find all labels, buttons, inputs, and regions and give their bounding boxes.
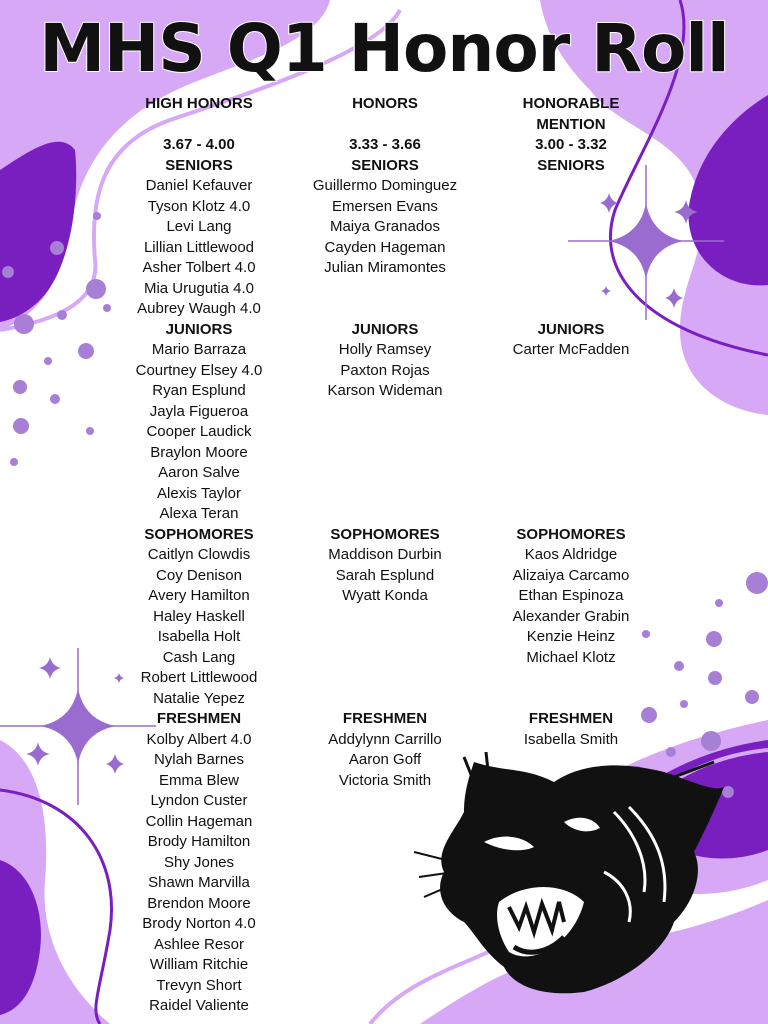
spacer xyxy=(471,443,671,464)
student-name: Victoria Smith xyxy=(338,771,432,789)
student-name: Daniel Kefauver xyxy=(145,177,253,194)
grade-heading-freshmen: FRESHMEN xyxy=(528,710,614,727)
spacer xyxy=(285,648,485,669)
grade-heading-juniors: JUNIORS xyxy=(165,320,233,338)
spacer xyxy=(285,955,485,976)
spacer xyxy=(471,812,671,833)
spacer xyxy=(285,443,485,464)
spacer xyxy=(471,238,671,259)
student-name: Haley Haskell xyxy=(153,607,245,625)
student-name: Wyatt Konda xyxy=(342,587,428,604)
spacer xyxy=(471,361,671,382)
spacer xyxy=(285,873,485,894)
grade-heading-seniors: SENIORS xyxy=(165,156,233,174)
student-name: Robert Littlewood xyxy=(140,669,258,686)
spacer xyxy=(471,258,671,279)
student-name: Maddison Durbin xyxy=(328,546,442,563)
student-name: Mario Barraza xyxy=(151,341,247,358)
spacer xyxy=(99,115,299,136)
student-name: Avery Hamilton xyxy=(148,587,250,604)
student-name: Mia Urugutia 4.0 xyxy=(143,279,255,297)
spacer xyxy=(285,607,485,628)
spacer xyxy=(471,853,671,874)
grade-heading-juniors: JUNIORS xyxy=(351,320,419,338)
spacer xyxy=(471,935,671,956)
spacer xyxy=(471,217,671,238)
spacer xyxy=(471,176,671,197)
spacer xyxy=(285,463,485,484)
student-name: Alexander Grabin xyxy=(512,607,630,625)
grade-heading-sophomores: SOPHOMORES xyxy=(144,525,254,543)
student-name: Cooper Laudick xyxy=(146,423,252,440)
spacer xyxy=(471,299,671,320)
student-name: Emma Blew xyxy=(158,771,240,789)
student-name: Julian Miramontes xyxy=(324,259,446,276)
student-name: Brody Norton 4.0 xyxy=(142,915,256,932)
spacer xyxy=(471,422,671,443)
high-honors-column xyxy=(99,94,299,1017)
student-name: Nylah Barnes xyxy=(153,751,245,768)
student-name: Aaron Salve xyxy=(158,464,240,481)
student-name: Jayla Figueroa xyxy=(149,402,249,420)
spacer xyxy=(471,484,671,505)
student-name: Coy Denison xyxy=(156,566,242,584)
column-heading: HIGH HONORS xyxy=(145,95,253,112)
grade-heading-juniors: JUNIORS xyxy=(537,320,605,338)
grade-heading-sophomores: SOPHOMORES xyxy=(516,525,626,543)
grade-heading-sophomores: SOPHOMORES xyxy=(330,525,440,543)
student-name: Isabella Smith xyxy=(523,730,619,748)
honors-column xyxy=(285,94,485,1017)
spacer xyxy=(471,402,671,423)
student-name: Asher Tolbert 4.0 xyxy=(142,259,256,276)
spacer xyxy=(471,873,671,894)
column-heading: HONORABLE xyxy=(522,95,620,112)
spacer xyxy=(471,976,671,997)
spacer xyxy=(471,197,671,218)
student-name: Lillian Littlewood xyxy=(143,238,255,256)
student-name: Ethan Espinoza xyxy=(518,587,624,604)
spacer xyxy=(471,894,671,915)
student-name: Aaron Goff xyxy=(348,751,422,768)
spacer xyxy=(285,812,485,833)
spacer xyxy=(285,976,485,997)
grade-heading-freshmen: FRESHMEN xyxy=(342,710,428,727)
student-name: Brendon Moore xyxy=(147,894,251,912)
gpa-range: 3.33 - 3.66 xyxy=(349,136,421,153)
student-name: Raidel Valiente xyxy=(149,997,249,1014)
spacer xyxy=(471,955,671,976)
spacer xyxy=(285,484,485,505)
spacer xyxy=(471,832,671,853)
student-name: Shawn Marvilla xyxy=(148,874,250,891)
column-heading: MENTION xyxy=(536,115,606,133)
spacer xyxy=(285,504,485,525)
spacer xyxy=(285,279,485,300)
spacer xyxy=(471,914,671,935)
student-name: Paxton Rojas xyxy=(340,361,430,379)
blob-top-left-dark xyxy=(0,142,76,322)
student-name: Brody Hamilton xyxy=(147,833,251,850)
grade-heading-seniors: SENIORS xyxy=(351,156,419,174)
student-name: Cash Lang xyxy=(162,648,236,666)
page-title: MHS Q1 Honor Roll xyxy=(39,10,729,87)
student-name: Braylon Moore xyxy=(150,443,248,461)
student-name: Tyson Klotz 4.0 xyxy=(147,197,251,215)
column-heading: HONORS xyxy=(352,95,418,112)
honorable-mention-column xyxy=(471,94,671,1017)
spacer xyxy=(471,689,671,710)
spacer xyxy=(285,791,485,812)
student-name: Kolby Albert 4.0 xyxy=(146,730,252,748)
student-name: Addylynn Carrillo xyxy=(328,730,442,748)
student-name: Isabella Holt xyxy=(157,628,241,645)
student-name: Lyndon Custer xyxy=(150,792,248,809)
student-name: Ashlee Resor xyxy=(153,935,245,953)
spacer xyxy=(285,668,485,689)
student-name: Maiya Granados xyxy=(329,218,441,235)
spacer xyxy=(285,832,485,853)
spacer xyxy=(285,894,485,915)
student-name: Caitlyn Clowdis xyxy=(147,546,251,563)
student-name: Shy Jones xyxy=(163,853,235,871)
spacer xyxy=(471,504,671,525)
spacer xyxy=(471,791,671,812)
student-name: Alizaiya Carcamo xyxy=(512,566,630,584)
student-name: Natalie Yepez xyxy=(153,689,245,707)
student-name: Kaos Aldridge xyxy=(524,546,618,563)
student-name: Karson Wideman xyxy=(327,382,443,399)
student-name: Courtney Elsey 4.0 xyxy=(135,361,263,379)
spacer xyxy=(285,853,485,874)
spacer xyxy=(471,279,671,300)
student-name: Alexis Taylor xyxy=(157,484,241,502)
student-name: William Ritchie xyxy=(149,956,249,973)
student-name: Michael Klotz xyxy=(526,648,616,666)
spacer xyxy=(471,381,671,402)
spacer xyxy=(471,463,671,484)
spacer xyxy=(285,422,485,443)
spacer xyxy=(285,115,485,136)
student-name: Holly Ramsey xyxy=(338,341,432,358)
spacer xyxy=(285,935,485,956)
spacer xyxy=(285,627,485,648)
spacer xyxy=(471,996,671,1017)
student-name: Carter McFadden xyxy=(512,341,630,358)
student-name: Kenzie Heinz xyxy=(526,628,616,645)
student-name: Emersen Evans xyxy=(332,197,438,215)
student-name: Collin Hageman xyxy=(145,812,253,830)
spacer xyxy=(471,771,671,792)
spacer xyxy=(471,668,671,689)
student-name: Sarah Esplund xyxy=(335,566,435,584)
student-name: Guillermo Dominguez xyxy=(312,177,458,194)
spacer xyxy=(285,402,485,423)
student-name: Aubrey Waugh 4.0 xyxy=(137,300,261,317)
student-name: Levi Lang xyxy=(166,218,232,235)
gpa-range: 3.67 - 4.00 xyxy=(163,136,235,153)
spacer xyxy=(285,996,485,1017)
grade-heading-seniors: SENIORS xyxy=(537,156,605,174)
student-name: Alexa Teran xyxy=(159,505,239,522)
grade-heading-freshmen: FRESHMEN xyxy=(156,710,242,727)
student-name: Cayden Hageman xyxy=(324,238,446,256)
spacer xyxy=(285,299,485,320)
spacer xyxy=(285,689,485,710)
student-name: Trevyn Short xyxy=(156,976,242,994)
gpa-range: 3.00 - 3.32 xyxy=(535,136,607,153)
spacer xyxy=(285,914,485,935)
spacer xyxy=(471,750,671,771)
student-name: Ryan Esplund xyxy=(152,382,246,399)
